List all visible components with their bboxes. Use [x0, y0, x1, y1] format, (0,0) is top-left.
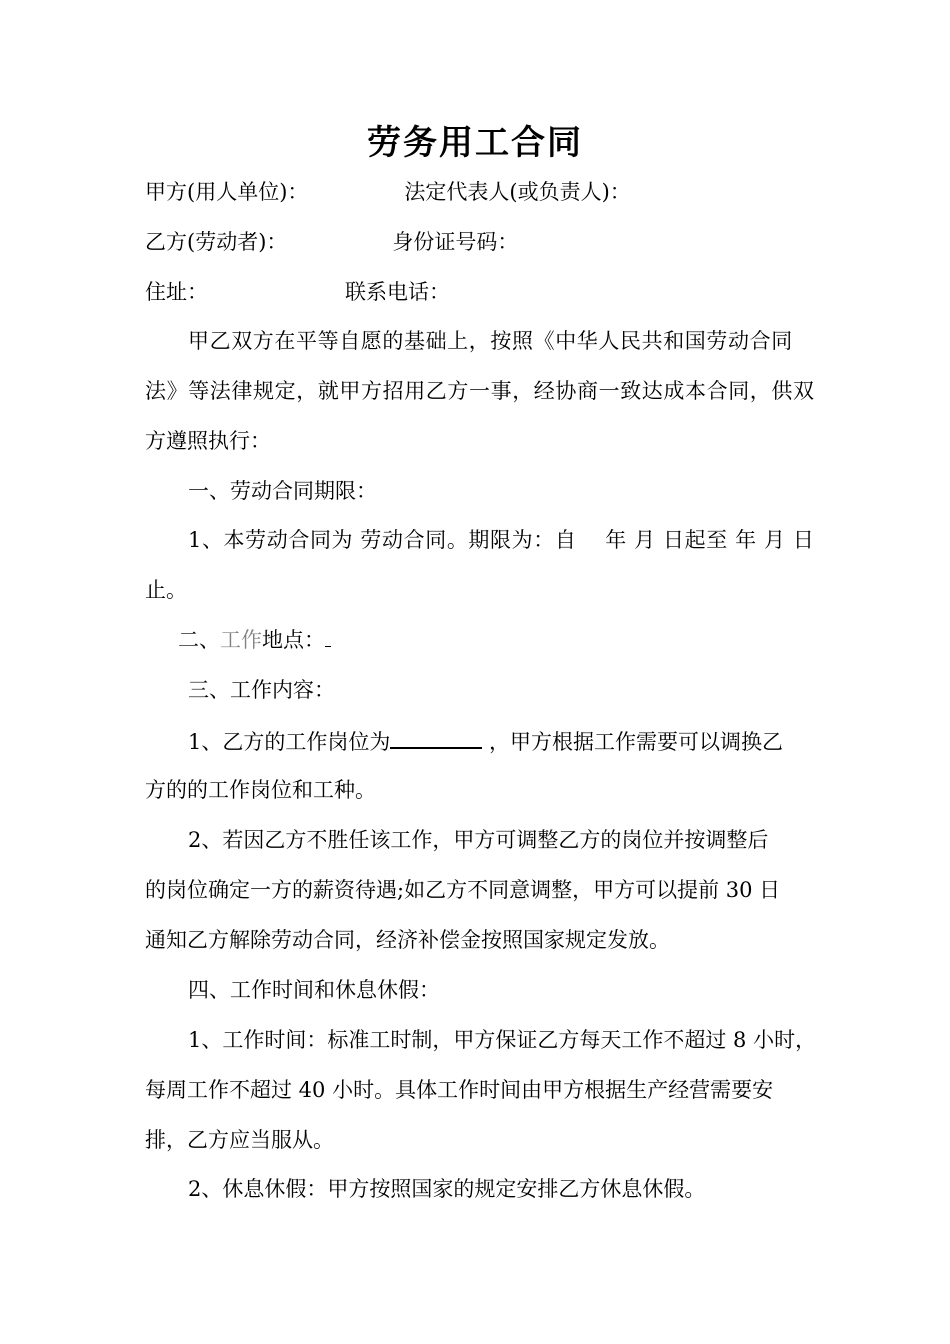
- text-fragment: ，甲方根据工作需要可以调换乙: [482, 730, 784, 754]
- section-heading: [178, 625, 331, 655]
- paragraph-line: 2、若因乙方不胜任该工作，甲方可调整乙方的岗位并按调整后: [188, 828, 769, 852]
- paragraph-line: 1、工作时间：标准工时制，甲方保证乙方每天工作不超过 8 小时，: [188, 1028, 817, 1052]
- paragraph-line: 每周工作不超过 40 小时。具体工作时间由甲方根据生产经营需要安: [145, 1078, 774, 1102]
- intro-line: 甲乙双方在平等自愿的基础上，按照《中华人民共和国劳动合同: [188, 329, 793, 353]
- legal-rep-label: 法定代表人(或负责人)：: [404, 180, 631, 204]
- id-number-label: 身份证号码：: [392, 230, 519, 254]
- phone-label: 联系电话：: [345, 280, 450, 304]
- document-title: 劳务用工合同: [367, 123, 583, 163]
- paragraph-line: 2、休息休假：甲方按照国家的规定安排乙方休息休假。: [188, 1177, 706, 1201]
- blank-field: [325, 628, 331, 647]
- paragraph-line: 通知乙方解除劳动合同，经济补偿金按照国家规定发放。: [145, 928, 670, 952]
- paragraph-line: 止。: [145, 578, 187, 602]
- party-a-row: [145, 177, 631, 207]
- party-b-row: [145, 227, 518, 257]
- section-heading: 四、工作时间和休息休假：: [188, 978, 440, 1002]
- text-fragment: 1、乙方的工作岗位为: [188, 730, 391, 754]
- intro-line: 方遵照执行：: [145, 429, 271, 453]
- section-prefix: 二、: [178, 628, 220, 652]
- address-label: 住址：: [145, 280, 208, 304]
- section-rest: 地点：: [262, 628, 325, 652]
- section-heading: 三、工作内容：: [188, 678, 335, 702]
- section-word-gray: 工作: [220, 628, 262, 652]
- section-heading: 一、劳动合同期限：: [188, 479, 377, 503]
- paragraph-line: 的岗位确定一方的薪资待遇;如乙方不同意调整，甲方可以提前 30 日: [145, 878, 781, 902]
- paragraph-line: [188, 725, 783, 757]
- party-a-label: 甲方(用人单位)：: [145, 180, 309, 204]
- intro-line: 法》等法律规定，就甲方招用乙方一事，经协商一致达成本合同，供双: [145, 379, 815, 403]
- paragraph-line: 排，乙方应当服从。: [145, 1128, 334, 1152]
- blank-field: [390, 725, 482, 749]
- paragraph-line: 1、本劳动合同为 劳动合同。期限为：自 年 月 日起至 年 月 日: [188, 528, 815, 552]
- paragraph-line: 方的的工作岗位和工种。: [145, 778, 376, 802]
- party-b-label: 乙方(劳动者)：: [145, 230, 288, 254]
- address-row: [145, 277, 450, 307]
